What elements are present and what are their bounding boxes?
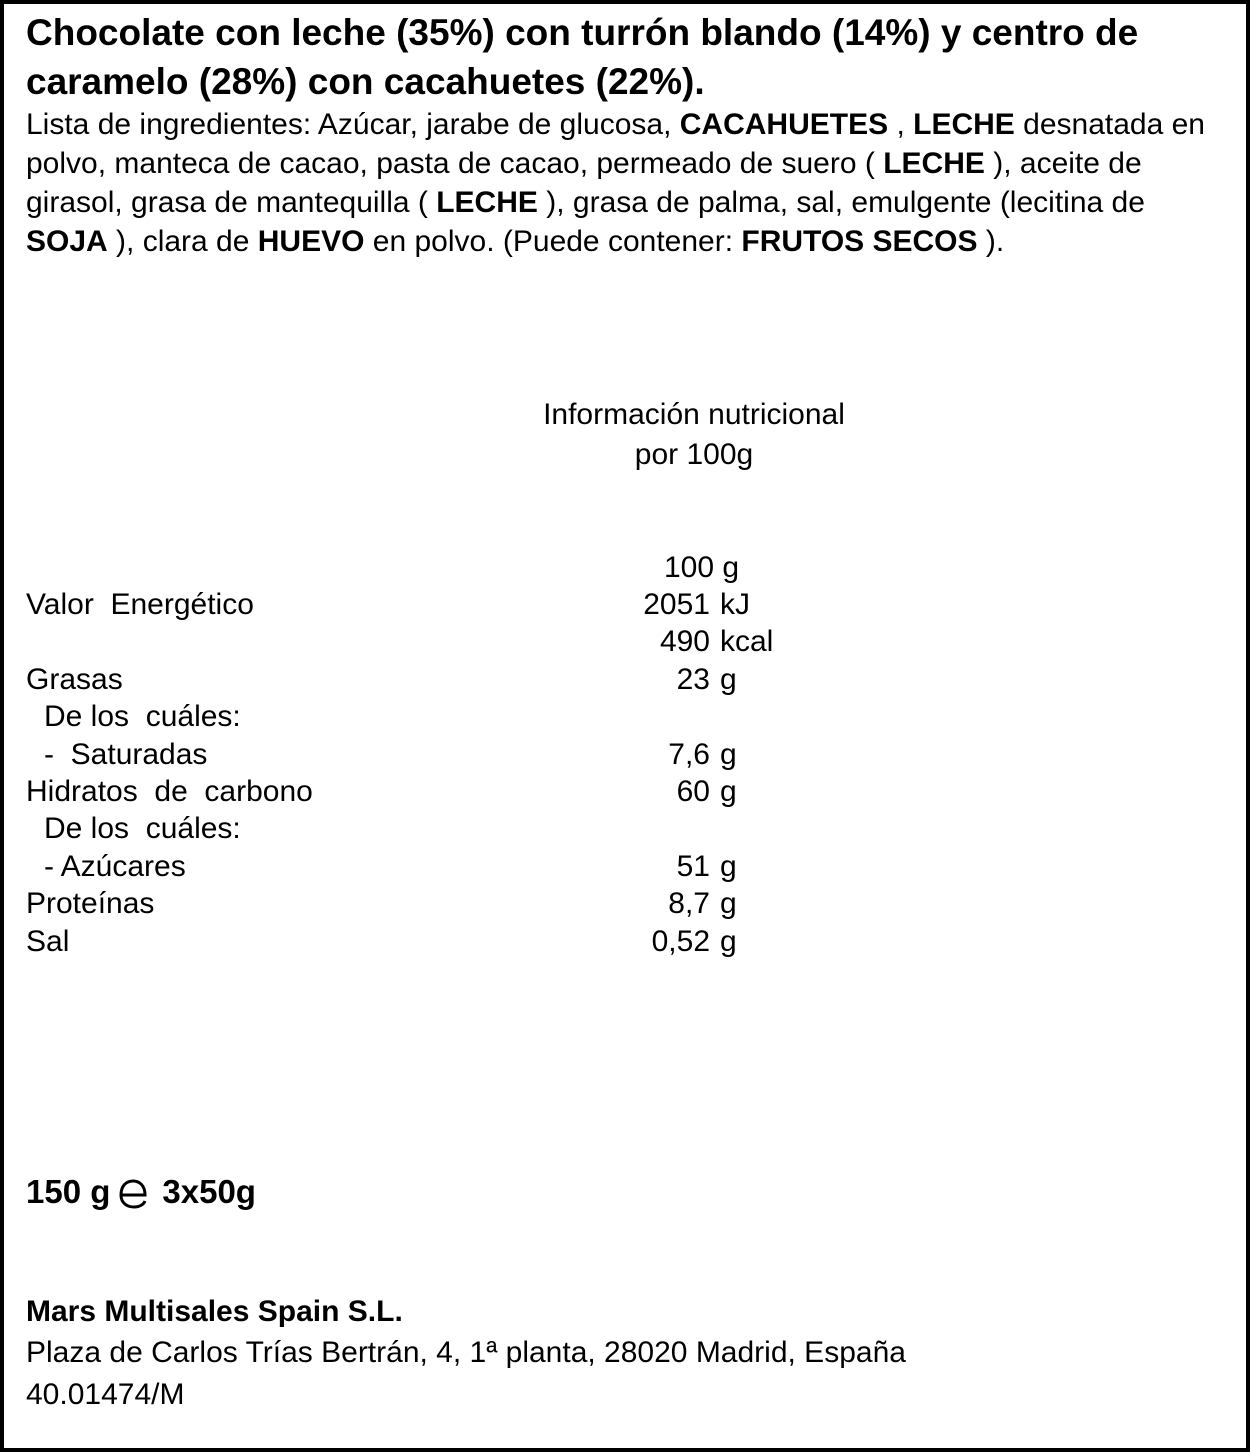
- nutrient-value: 2051: [643, 588, 710, 621]
- nutrient-value: 51: [676, 850, 710, 883]
- nutrition-subheading: por 100g: [634, 438, 754, 471]
- nutrient-value: 0,52: [651, 925, 710, 958]
- ingredient-text: ), clara de: [107, 225, 258, 258]
- company-address: Plaza de Carlos Trías Bertrán, 4, 1ª planta, 28020 Madrid, España: [26, 1336, 906, 1369]
- allergen-text: LECHE: [883, 147, 985, 180]
- company-name: Mars Multisales Spain S.L.: [26, 1295, 403, 1328]
- nutrient-value: 8,7: [668, 887, 710, 920]
- ingredient-text: en polvo. (Puede contener:: [364, 225, 742, 258]
- nutrient-label: Hidratos de carbono: [26, 775, 313, 808]
- nutrient-label: Grasas: [26, 663, 123, 696]
- allergen-text: CACAHUETES: [679, 108, 889, 141]
- nutrient-unit: g: [720, 925, 737, 958]
- e-mark-icon: [116, 1175, 150, 1209]
- nutrient-label: De los cuáles:: [44, 812, 241, 845]
- net-quantity: [26, 1172, 256, 1212]
- ingredient-text: ), grasa de palma, sal, emulgente (lecitina de: [537, 186, 1145, 219]
- allergen-text: FRUTOS SECOS: [741, 225, 978, 258]
- nutrition-column-header: 100 g: [664, 551, 740, 584]
- ingredient-text: ,: [888, 108, 914, 141]
- allergen-text: SOJA: [26, 225, 108, 258]
- nutrient-label: Sal: [26, 925, 70, 958]
- ingredient-text: ), aceite de girasol, grasa de mantequilla (: [26, 147, 1142, 219]
- nutrient-unit: g: [720, 663, 737, 696]
- allergen-text: LECHE: [913, 108, 1015, 141]
- nutrient-unit: kJ: [720, 588, 750, 621]
- nutrient-label: Valor Energético: [26, 588, 254, 621]
- nutrient-unit: g: [720, 850, 737, 883]
- ingredient-text: ).: [977, 225, 1005, 258]
- nutrient-value: 60: [676, 775, 710, 808]
- product-title: Chocolate con leche (35%) con turrón blando (14%) y centro de caramelo (28%) con cacahuetes (22%).: [26, 12, 1139, 102]
- allergen-text: LECHE: [436, 186, 538, 219]
- nutrient-unit: g: [720, 738, 737, 771]
- ingredient-text: desnatada en polvo, manteca de cacao, pasta de cacao, permeado de suero (: [26, 108, 1205, 180]
- ingredients-list: [26, 105, 1216, 261]
- nutrient-label: - Saturadas: [44, 738, 208, 771]
- nutrient-value: 23: [676, 663, 710, 696]
- nutrient-value: 490: [659, 625, 710, 658]
- nutrient-label: - Azúcares: [44, 850, 186, 883]
- nutrient-unit: g: [720, 775, 737, 808]
- nutrient-unit: kcal: [720, 625, 774, 658]
- ingredient-text: Lista de ingredientes: Azúcar, jarabe de glucosa,: [26, 108, 680, 141]
- nutrient-value: 7,6: [668, 738, 710, 771]
- net-total: 150 g: [26, 1173, 111, 1210]
- nutrient-unit: g: [720, 887, 737, 920]
- nutrient-label: Proteínas: [26, 887, 155, 920]
- nutrient-label: De los cuáles:: [44, 700, 241, 733]
- allergen-text: HUEVO: [257, 225, 365, 258]
- company-code: 40.01474/M: [26, 1378, 185, 1411]
- nutrition-heading: Información nutricional: [543, 398, 845, 431]
- net-pack: 3x50g: [162, 1173, 256, 1210]
